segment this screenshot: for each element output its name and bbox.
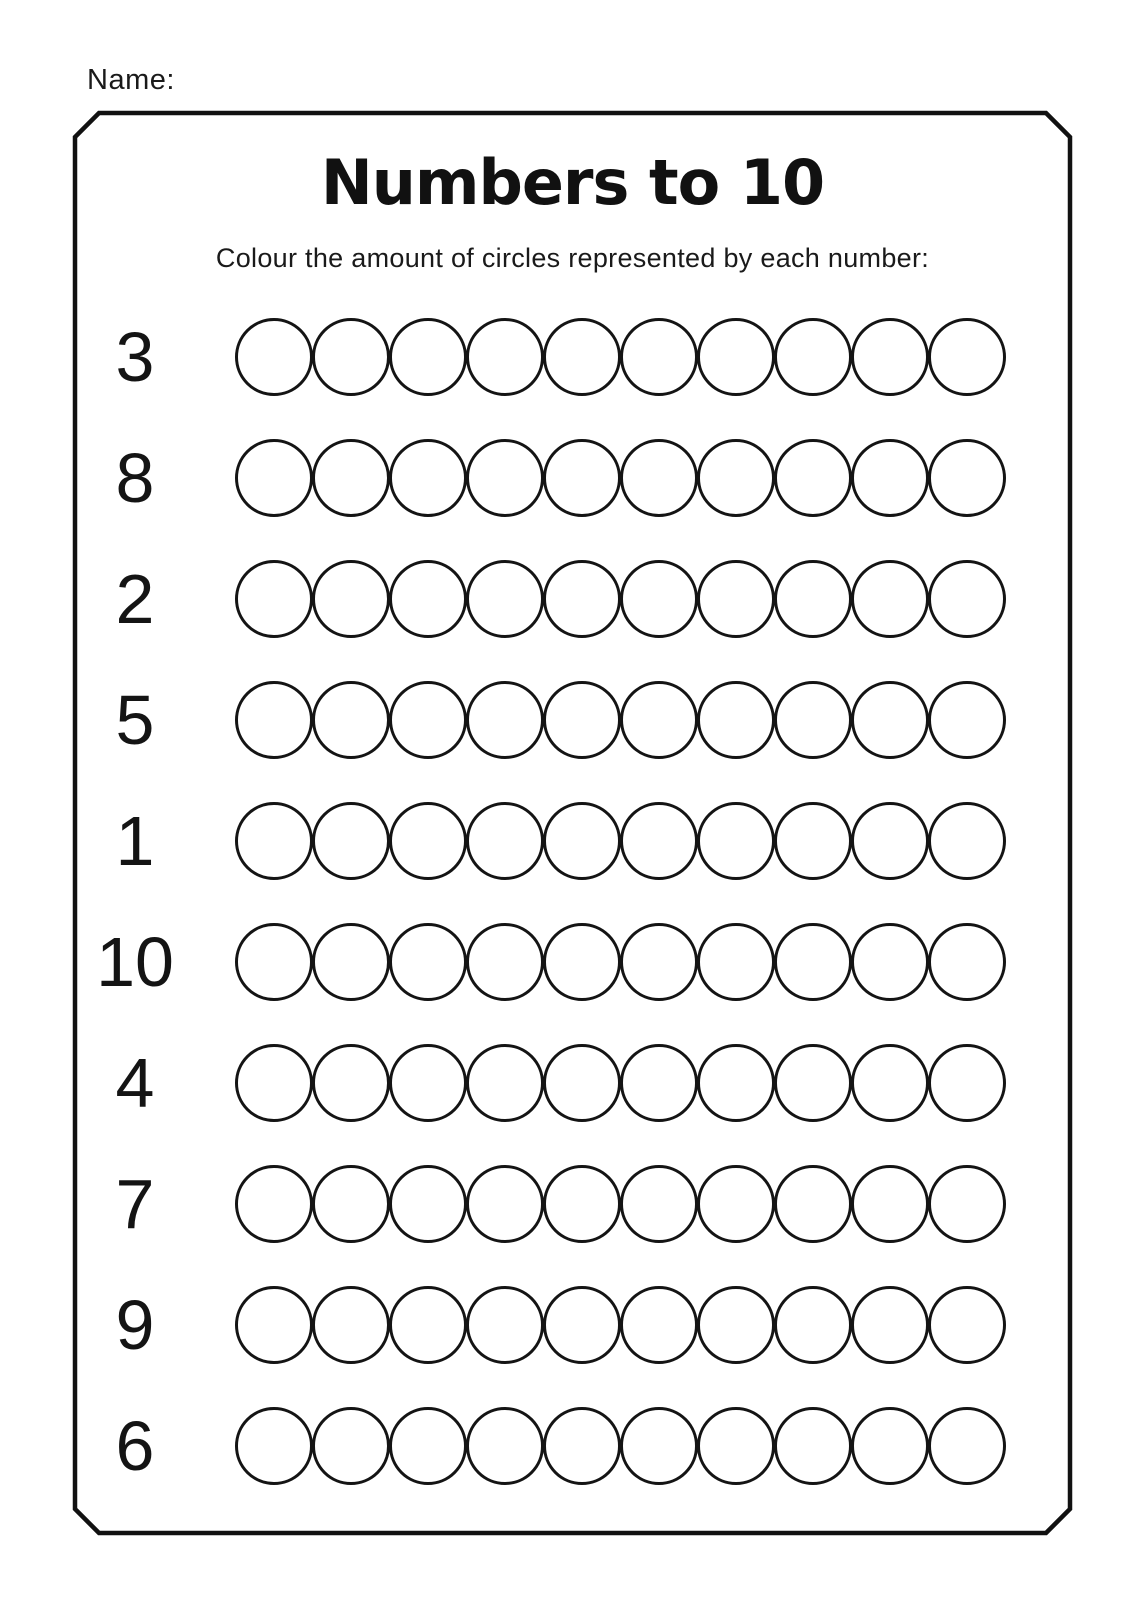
colorable-circle[interactable] [851,1044,929,1122]
colorable-circle[interactable] [389,560,467,638]
colorable-circle[interactable] [697,1044,775,1122]
worksheet-row [75,417,1070,538]
worksheet-row [75,296,1070,417]
colorable-circle[interactable] [389,1044,467,1122]
colorable-circle[interactable] [774,1407,852,1485]
colorable-circle[interactable] [697,1165,775,1243]
circle-strip [235,439,1006,517]
colorable-circle[interactable] [312,318,390,396]
row-number: 6 [115,1406,155,1485]
row-number: 9 [115,1285,155,1364]
colorable-circle[interactable] [774,923,852,1001]
row-number: 8 [115,438,155,517]
circle-strip [235,681,1006,759]
colorable-circle[interactable] [466,1044,544,1122]
colorable-circle[interactable] [543,1044,621,1122]
colorable-circle[interactable] [389,923,467,1001]
colorable-circle[interactable] [389,439,467,517]
colorable-circle[interactable] [928,318,1006,396]
colorable-circle[interactable] [774,560,852,638]
circle-strip [235,1407,1006,1485]
colorable-circle[interactable] [774,1165,852,1243]
colorable-circle[interactable] [235,439,313,517]
colorable-circle[interactable] [851,560,929,638]
colorable-circle[interactable] [697,681,775,759]
colorable-circle[interactable] [620,1044,698,1122]
colorable-circle[interactable] [774,318,852,396]
colorable-circle[interactable] [851,1286,929,1364]
colorable-circle[interactable] [312,802,390,880]
colorable-circle[interactable] [697,439,775,517]
colorable-circle[interactable] [851,923,929,1001]
circle-strip [235,560,1006,638]
colorable-circle[interactable] [543,802,621,880]
colorable-circle[interactable] [774,1044,852,1122]
colorable-circle[interactable] [697,1407,775,1485]
colorable-circle[interactable] [928,923,1006,1001]
colorable-circle[interactable] [620,1407,698,1485]
colorable-circle[interactable] [235,1286,313,1364]
circle-strip [235,923,1006,1001]
colorable-circle[interactable] [235,1407,313,1485]
instruction-text: Colour the amount of circles represented by each number: [215,243,930,273]
colorable-circle[interactable] [235,560,313,638]
circle-strip [235,1044,1006,1122]
colorable-circle[interactable] [235,802,313,880]
colorable-circle[interactable] [466,802,544,880]
colorable-circle[interactable] [928,560,1006,638]
colorable-circle[interactable] [851,439,929,517]
colorable-circle[interactable] [774,802,852,880]
colorable-circle[interactable] [697,560,775,638]
colorable-circle[interactable] [466,1407,544,1485]
worksheet-rows [75,296,1070,1506]
colorable-circle[interactable] [235,1044,313,1122]
colorable-circle[interactable] [928,802,1006,880]
colorable-circle[interactable] [620,923,698,1001]
colorable-circle[interactable] [466,1165,544,1243]
worksheet-row [75,538,1070,659]
colorable-circle[interactable] [466,318,544,396]
colorable-circle[interactable] [466,1286,544,1364]
colorable-circle[interactable] [466,439,544,517]
colorable-circle[interactable] [851,681,929,759]
colorable-circle[interactable] [312,1165,390,1243]
colorable-circle[interactable] [543,439,621,517]
row-number: 1 [115,801,155,880]
worksheet-row [75,659,1070,780]
colorable-circle[interactable] [312,1286,390,1364]
row-number: 4 [115,1043,155,1122]
row-number: 3 [115,317,155,396]
colorable-circle[interactable] [697,802,775,880]
circle-strip [235,1165,1006,1243]
colorable-circle[interactable] [466,560,544,638]
worksheet-row [75,901,1070,1022]
colorable-circle[interactable] [389,1286,467,1364]
colorable-circle[interactable] [620,802,698,880]
colorable-circle[interactable] [543,1165,621,1243]
colorable-circle[interactable] [389,1407,467,1485]
colorable-circle[interactable] [235,923,313,1001]
colorable-circle[interactable] [697,1286,775,1364]
circle-strip [235,1286,1006,1364]
worksheet-row [75,1143,1070,1264]
colorable-circle[interactable] [851,802,929,880]
colorable-circle[interactable] [543,681,621,759]
colorable-circle[interactable] [543,1407,621,1485]
row-number: 5 [115,680,155,759]
row-number: 7 [115,1164,155,1243]
colorable-circle[interactable] [620,1165,698,1243]
colorable-circle[interactable] [312,681,390,759]
colorable-circle[interactable] [928,1044,1006,1122]
colorable-circle[interactable] [851,1165,929,1243]
colorable-circle[interactable] [312,1044,390,1122]
name-label: Name: [87,64,175,96]
colorable-circle[interactable] [774,681,852,759]
colorable-circle[interactable] [928,1286,1006,1364]
colorable-circle[interactable] [543,1286,621,1364]
circle-strip [235,802,1006,880]
worksheet-row [75,780,1070,901]
colorable-circle[interactable] [466,923,544,1001]
colorable-circle[interactable] [620,560,698,638]
colorable-circle[interactable] [928,681,1006,759]
colorable-circle[interactable] [774,439,852,517]
colorable-circle[interactable] [389,681,467,759]
colorable-circle[interactable] [697,318,775,396]
colorable-circle[interactable] [389,802,467,880]
colorable-circle[interactable] [928,1407,1006,1485]
worksheet-row [75,1385,1070,1506]
colorable-circle[interactable] [928,1165,1006,1243]
colorable-circle[interactable] [697,923,775,1001]
colorable-circle[interactable] [389,318,467,396]
page-title: Numbers to 10 [320,146,825,219]
row-number: 2 [115,559,155,638]
colorable-circle[interactable] [928,439,1006,517]
colorable-circle[interactable] [312,923,390,1001]
colorable-circle[interactable] [312,1407,390,1485]
colorable-circle[interactable] [620,681,698,759]
colorable-circle[interactable] [312,560,390,638]
colorable-circle[interactable] [389,1165,467,1243]
worksheet-row [75,1022,1070,1143]
colorable-circle[interactable] [235,1165,313,1243]
colorable-circle[interactable] [543,923,621,1001]
colorable-circle[interactable] [466,681,544,759]
colorable-circle[interactable] [620,318,698,396]
colorable-circle[interactable] [235,318,313,396]
circle-strip [235,318,1006,396]
colorable-circle[interactable] [620,1286,698,1364]
colorable-circle[interactable] [543,318,621,396]
colorable-circle[interactable] [543,560,621,638]
colorable-circle[interactable] [851,1407,929,1485]
worksheet-row [75,1264,1070,1385]
colorable-circle[interactable] [851,318,929,396]
row-number: 10 [96,922,174,1001]
colorable-circle[interactable] [312,439,390,517]
colorable-circle[interactable] [620,439,698,517]
colorable-circle[interactable] [235,681,313,759]
colorable-circle[interactable] [774,1286,852,1364]
